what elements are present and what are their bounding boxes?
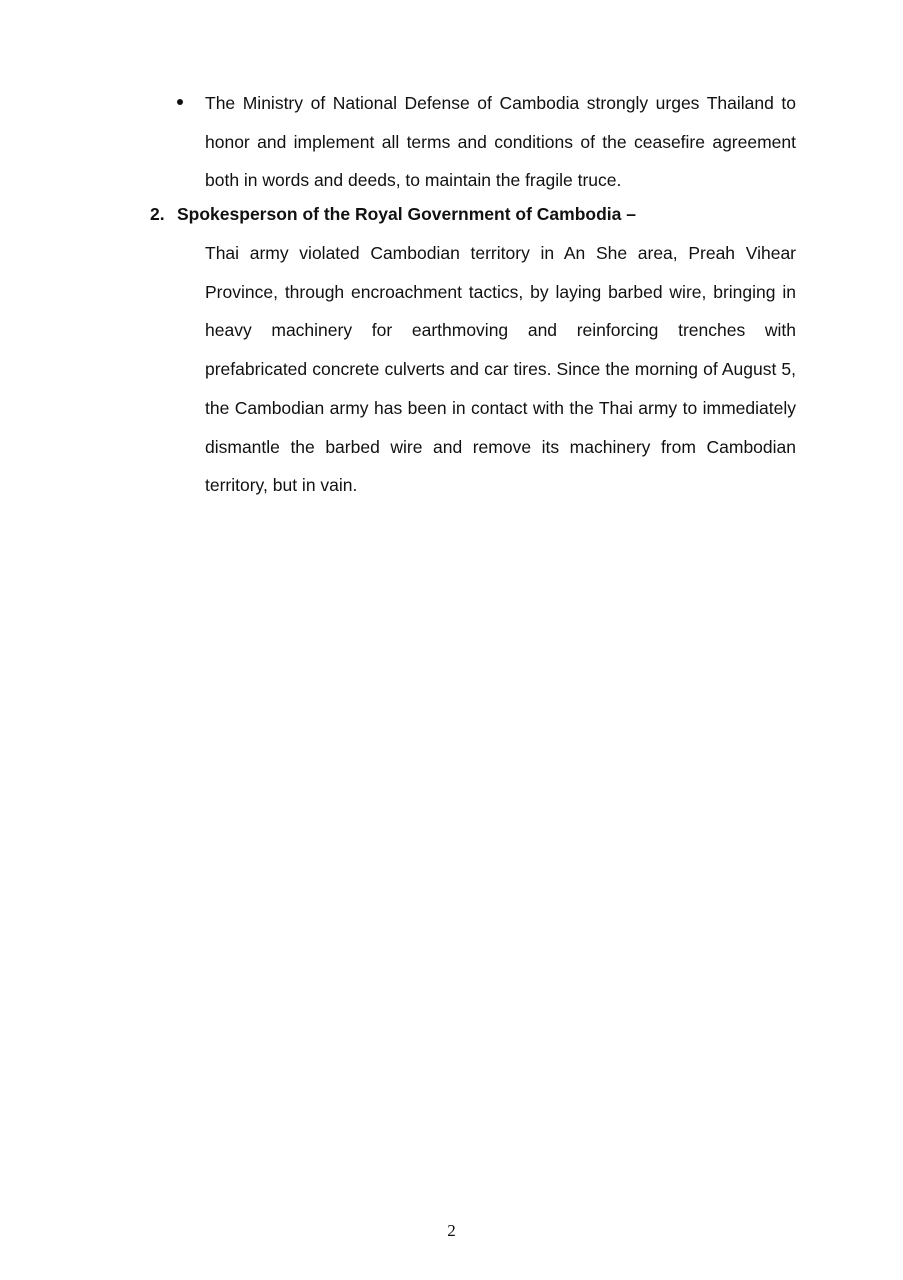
page-number: 2 [447, 1221, 456, 1240]
bullet-text: The Ministry of National Defense of Cambodia strongly urges Thailand to honor and implement all terms and conditions of the ceasefire agreement both in words and deeds, to maintain the fragile truce. [205, 93, 796, 191]
section-body: Thai army violated Cambodian territory in An She area, Preah Vihear Province, through encroachment tactics, by laying barbed wire, bringing in heavy machinery for earthmoving and reinforcing trenches with prefabricated concrete culverts and car tires. Since the morning of August 5, the Cambodian army has been in contact with the Thai army to immediately dismantle the barbed wire and remove its machinery from Cambodian territory, but in vain. [205, 243, 796, 496]
bullet-icon [177, 99, 183, 105]
section-title: Spokesperson of the Royal Government of Cambodia – [177, 204, 636, 224]
section-heading [150, 195, 800, 233]
section-number: 2. [150, 204, 165, 224]
